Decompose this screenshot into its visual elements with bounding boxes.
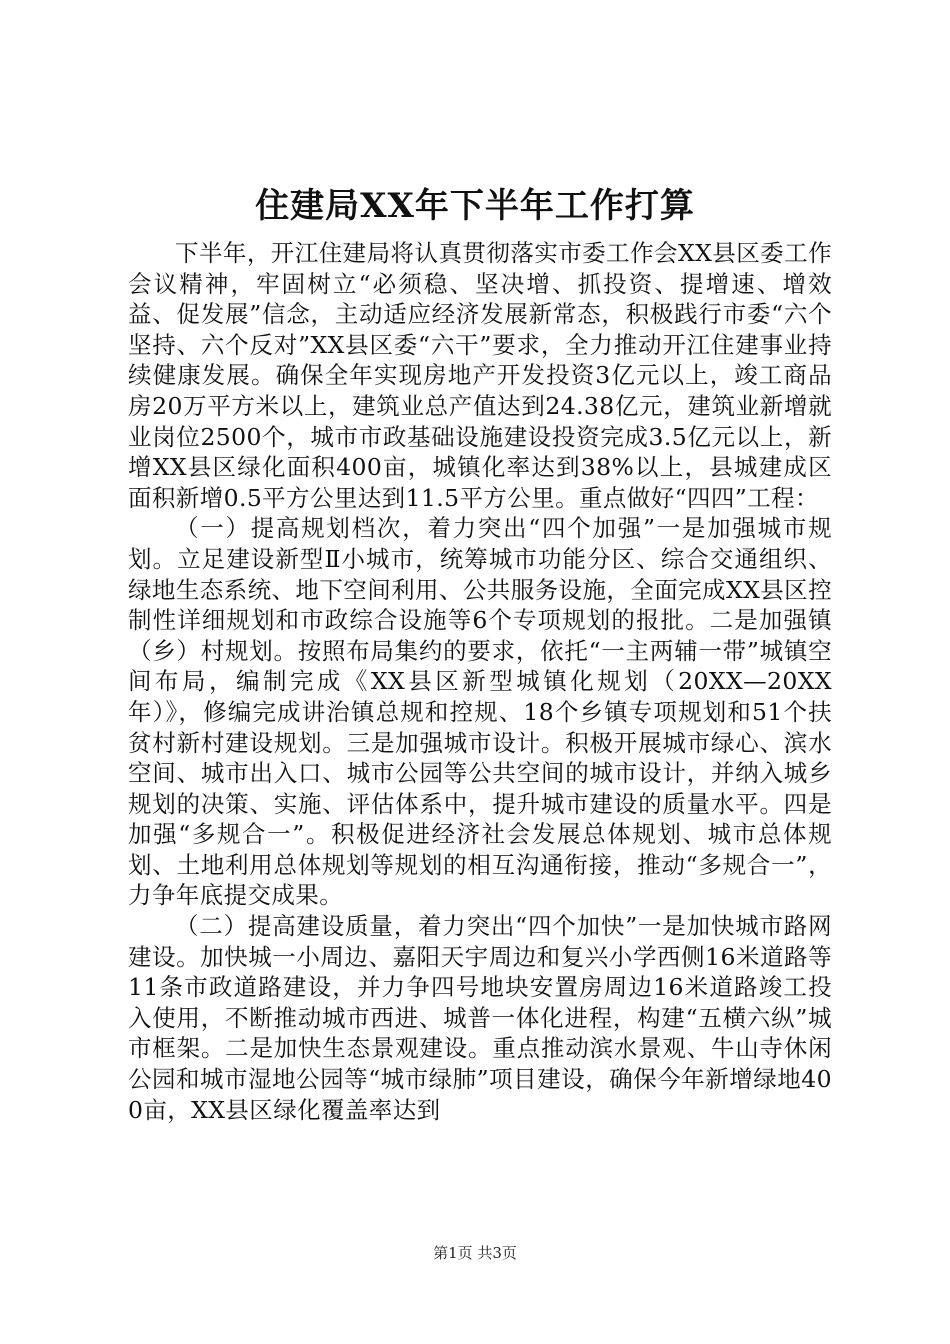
- document-title: 住建局XX年下半年工作打算: [255, 186, 695, 226]
- page-number-footer: 第1页 共3页: [433, 1244, 517, 1262]
- document-body: [128, 238, 832, 1125]
- paragraph-construction: （二）提高建设质量，着力突出“四个加快”一是加快城市路网建设。加快城一小周边、嘉阳天宇周边和复兴小学西侧16米道路等11条市政道路建设，并力争四号地块安置房周边16米道路竣工投入使用，不断推动城市西进、城普一体化进程，构建“五横六纵”城市框架。二是加快生态景观建设。重点推动滨水景观、牛山寺休闲公园和城市湿地公园等“城市绿肺”项目建设，确保今年新增绿地400亩，XX县区绿化覆盖率达到: [128, 912, 832, 1124]
- paragraph-planning: （一）提高规划档次，着力突出“四个加强”一是加强城市规划。立足建设新型Ⅱ小城市，统筹城市功能分区、综合交通组织、绿地生态系统、地下空间利用、公共服务设施，全面完成XX县区控制性详细规划和市政综合设施等6个专项规划的报批。二是加强镇（乡）村规划。按照布局集约的要求，依托“一主两辅一带”城镇空间布局，编制完成《XX县区新型城镇化规划（20XX—20XX年）》，修编完成讲治镇总规和控规、18个乡镇专项规划和51个扶贫村新村建设规划。三是加强城市设计。积极开展城市绿心、滨水空间、城市出入口、城市公园等公共空间的城市设计，并纳入城乡规划的决策、实施、评估体系中，提升城市建设的质量水平。四是加强“多规合一”。积极促进经济社会发展总体规划、城市总体规划、土地利用总体规划等规划的相互沟通衔接，推动“多规合一”，力争年底提交成果。: [128, 514, 832, 910]
- paragraph-intro: 下半年，开江住建局将认真贯彻落实市委工作会XX县区委工作会议精神，牢固树立“必须稳、坚决增、抓投资、提增速、增效益、促发展”信念，主动适应经济发展新常态，积极践行市委“六个坚持、六个反对”XX县区委“六干”要求，全力推动开江住建事业持续健康发展。确保全年实现房地产开发投资3亿元以上，竣工商品房20万平方米以上，建筑业总产值达到24.38亿元，建筑业新增就业岗位2500个，城市市政基础设施建设投资完成3.5亿元以上，新增XX县区绿化面积400亩，城镇化率达到38%以上，县城建成区面积新增0.5平方公里达到11.5平方公里。重点做好“四四”工程：: [128, 239, 832, 512]
